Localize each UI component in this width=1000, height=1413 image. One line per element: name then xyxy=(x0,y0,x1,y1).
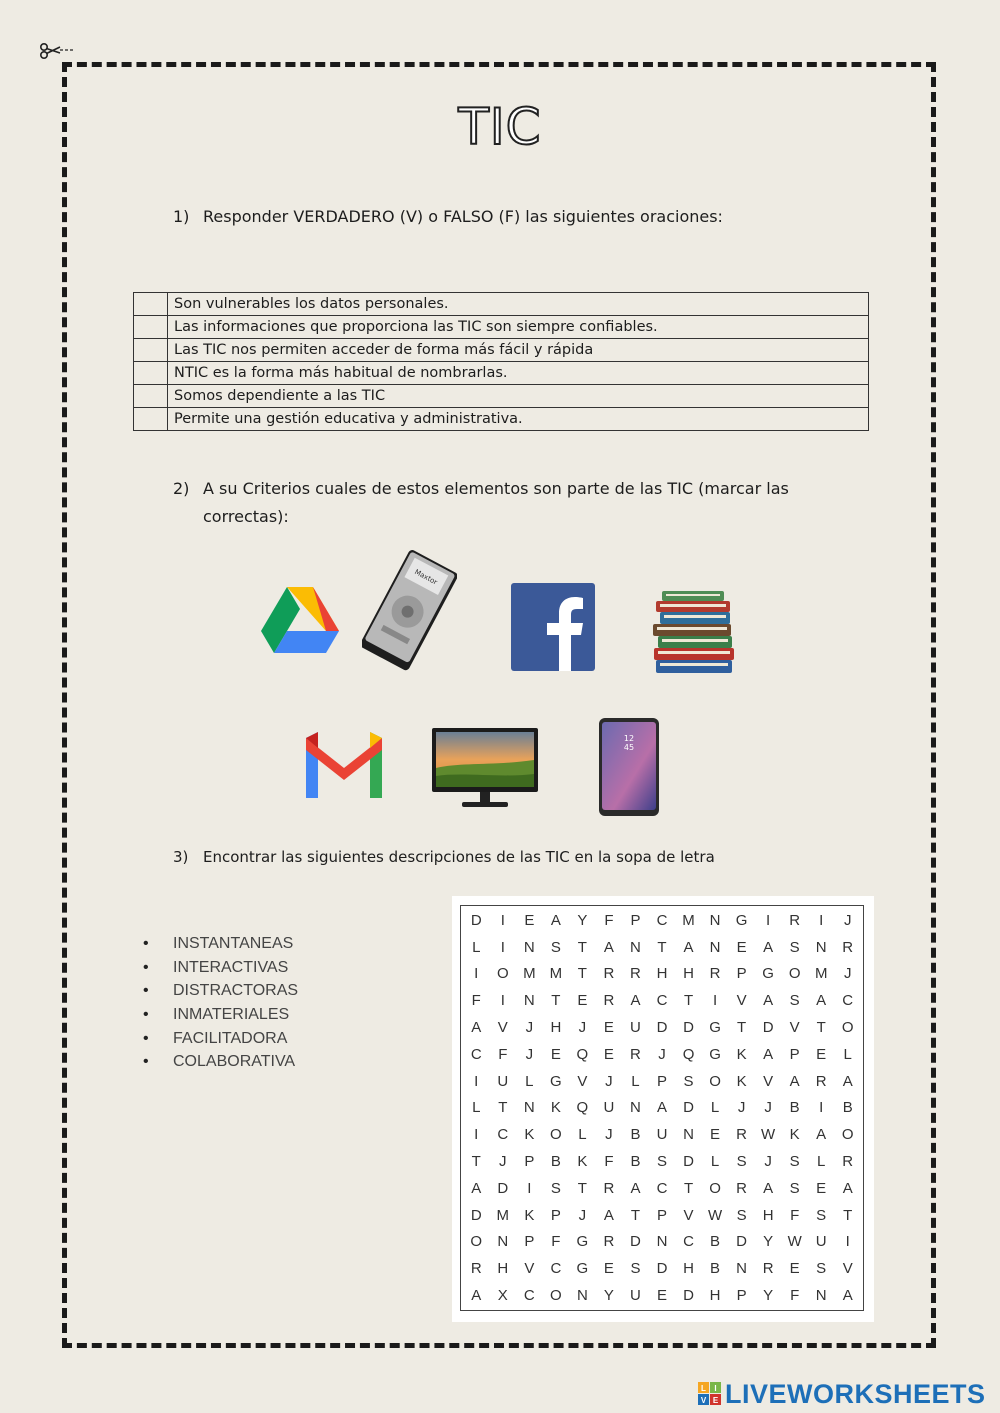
grid-letter[interactable]: T xyxy=(577,965,587,983)
grid-letter[interactable]: O xyxy=(709,1179,721,1197)
grid-letter[interactable]: M xyxy=(496,1206,510,1224)
gmail-icon[interactable] xyxy=(302,728,386,798)
grid-letter[interactable]: D xyxy=(470,911,482,929)
grid-letter[interactable]: T xyxy=(683,1179,694,1197)
grid-letter[interactable]: Q xyxy=(576,1099,589,1117)
grid-letter[interactable]: D xyxy=(470,1206,482,1224)
statement-text: Son vulnerables los datos personales. xyxy=(168,293,869,316)
grid-letter[interactable]: E xyxy=(603,1260,614,1278)
statement-text: Las TIC nos permiten acceder de forma más fácil y rápida xyxy=(168,339,869,362)
grid-letter[interactable]: L xyxy=(472,1099,481,1117)
liveworksheets-logo xyxy=(698,1376,986,1412)
badge-letter: I xyxy=(714,1384,717,1393)
page-title: TIC xyxy=(458,98,542,156)
grid-letter[interactable]: S xyxy=(789,992,800,1010)
grid-letter[interactable]: T xyxy=(737,1019,747,1037)
grid-letter[interactable]: J xyxy=(525,1019,534,1037)
grid-letter[interactable]: S xyxy=(789,938,800,956)
grid-letter[interactable]: R xyxy=(603,1179,615,1197)
grid-letter[interactable]: R xyxy=(470,1260,482,1278)
table-row xyxy=(134,385,869,408)
true-false-table xyxy=(133,292,869,431)
grid-letter[interactable]: K xyxy=(550,1099,561,1117)
grid-letter[interactable]: U xyxy=(497,1072,509,1090)
grid-letter[interactable]: N xyxy=(736,1260,748,1278)
grid-letter[interactable]: C xyxy=(656,992,668,1010)
grid-letter[interactable]: E xyxy=(816,1045,827,1063)
grid-letter[interactable]: A xyxy=(842,1287,853,1305)
grid-letter[interactable]: V xyxy=(842,1260,853,1278)
grid-letter[interactable]: B xyxy=(789,1099,800,1117)
grid-letter[interactable]: F xyxy=(604,911,614,929)
grid-letter[interactable]: D xyxy=(497,1179,509,1197)
grid-letter[interactable]: P xyxy=(524,1233,535,1251)
grid-letter[interactable]: S xyxy=(683,1072,694,1090)
grid-letter[interactable]: G xyxy=(576,1233,589,1251)
question-1-text: Responder VERDADERO (V) o FALSO (F) las siguientes oraciones: xyxy=(203,207,723,226)
grid-letter[interactable]: E xyxy=(524,911,535,929)
grid-letter[interactable]: N xyxy=(630,938,641,956)
grid-letter[interactable]: C xyxy=(656,1179,668,1197)
grid-letter[interactable]: N xyxy=(630,1099,641,1117)
word-list xyxy=(143,932,298,1074)
grid-letter[interactable]: E xyxy=(656,1287,667,1305)
grid-letter[interactable]: S xyxy=(736,1206,747,1224)
grid-letter[interactable]: G xyxy=(576,1260,589,1278)
statement-text: NTIC es la forma más habitual de nombrarlas. xyxy=(168,362,869,385)
badge-letter: V xyxy=(700,1396,707,1405)
grid-letter[interactable]: R xyxy=(815,1072,827,1090)
grid-letter[interactable]: O xyxy=(550,1287,562,1305)
grid-letter[interactable]: N xyxy=(709,938,721,956)
grid-letter[interactable]: P xyxy=(524,1153,535,1171)
list-item: • DISTRACTORAS xyxy=(143,979,298,1003)
grid-letter[interactable]: N xyxy=(815,938,827,956)
question-2-number: 2) xyxy=(173,479,190,498)
grid-letter[interactable]: O xyxy=(841,1126,854,1144)
grid-letter[interactable]: Y xyxy=(763,1233,774,1251)
question-1-number: 1) xyxy=(173,207,190,226)
grid-letter[interactable]: C xyxy=(523,1287,535,1305)
grid-letter[interactable]: N xyxy=(523,992,535,1010)
grid-letter[interactable]: J xyxy=(658,1045,666,1063)
list-item: • INSTANTANEAS xyxy=(143,932,298,956)
grid-letter[interactable]: A xyxy=(550,911,561,929)
table-row xyxy=(134,408,869,431)
grid-letter[interactable]: M xyxy=(682,911,695,929)
grid-letter[interactable]: J xyxy=(843,911,852,929)
grid-letter[interactable]: J xyxy=(843,965,852,983)
grid-letter[interactable]: P xyxy=(656,1072,667,1090)
grid-letter[interactable]: J xyxy=(578,1019,587,1037)
grid-letter[interactable]: D xyxy=(683,1287,694,1305)
grid-letter[interactable]: H xyxy=(656,965,668,983)
grid-letter[interactable]: U xyxy=(656,1126,668,1144)
grid-letter[interactable]: C xyxy=(497,1126,509,1144)
grid-letter[interactable]: V xyxy=(524,1260,535,1278)
grid-letter[interactable]: R xyxy=(603,1233,615,1251)
grid-letter[interactable]: C xyxy=(550,1260,562,1278)
grid-letter[interactable]: N xyxy=(683,1126,694,1144)
grid-letter[interactable]: H xyxy=(550,1019,562,1037)
answer-cell[interactable] xyxy=(134,339,168,362)
grid-letter[interactable]: D xyxy=(656,1260,668,1278)
grid-letter[interactable]: T xyxy=(683,992,694,1010)
google-drive-icon[interactable] xyxy=(260,585,340,655)
grid-letter[interactable]: T xyxy=(657,938,667,956)
liveworksheets-badge-icon xyxy=(698,1382,722,1406)
badge-letter: L xyxy=(701,1384,706,1393)
grid-letter[interactable]: I xyxy=(474,965,479,983)
grid-letter[interactable]: T xyxy=(630,1206,641,1224)
list-item: • COLABORATIVA xyxy=(143,1050,298,1074)
grid-letter[interactable]: P xyxy=(550,1206,561,1224)
grid-letter[interactable]: P xyxy=(736,965,747,983)
grid-letter[interactable]: D xyxy=(630,1233,641,1251)
grid-letter[interactable]: V xyxy=(683,1206,694,1224)
grid-letter[interactable]: A xyxy=(471,1179,482,1197)
books-icon[interactable] xyxy=(650,588,738,678)
list-item: • FACILITADORA xyxy=(143,1027,298,1051)
grid-letter[interactable]: A xyxy=(842,1179,853,1197)
grid-letter[interactable]: I xyxy=(474,1126,479,1144)
grid-letter[interactable]: D xyxy=(762,1019,774,1037)
grid-letter[interactable]: E xyxy=(710,1126,721,1144)
grid-letter[interactable]: I xyxy=(500,992,505,1010)
grid-letter[interactable]: K xyxy=(736,1045,747,1063)
grid-letter[interactable]: O xyxy=(496,965,509,983)
grid-letter[interactable]: R xyxy=(762,1260,774,1278)
grid-letter[interactable]: J xyxy=(578,1206,587,1224)
grid-letter[interactable]: I xyxy=(712,992,718,1010)
grid-letter[interactable]: A xyxy=(603,1206,614,1224)
grid-letter[interactable]: L xyxy=(578,1126,587,1144)
grid-letter[interactable]: B xyxy=(710,1260,721,1278)
grid-letter[interactable]: D xyxy=(683,1019,694,1037)
grid-letter[interactable]: B xyxy=(842,1099,853,1117)
grid-letter[interactable]: H xyxy=(762,1206,774,1224)
grid-letter[interactable]: S xyxy=(816,1206,827,1224)
grid-letter[interactable]: F xyxy=(790,1287,800,1305)
grid-letter[interactable]: F xyxy=(498,1045,508,1063)
question-2-text-line2: correctas): xyxy=(203,507,289,526)
svg-text:Maxtor: Maxtor xyxy=(413,567,439,587)
grid-letter[interactable]: E xyxy=(736,938,747,956)
grid-letter[interactable]: U xyxy=(603,1099,615,1117)
grid-letter[interactable]: J xyxy=(737,1099,746,1117)
svg-text:12: 12 xyxy=(623,734,635,743)
grid-letter[interactable]: A xyxy=(603,938,614,956)
grid-letter[interactable]: I xyxy=(845,1233,850,1251)
grid-letter[interactable]: R xyxy=(709,965,721,983)
grid-letter[interactable]: E xyxy=(816,1179,827,1197)
table-row xyxy=(134,316,869,339)
answer-cell[interactable] xyxy=(134,293,168,316)
grid-letter[interactable]: I xyxy=(500,938,505,956)
answer-cell[interactable] xyxy=(134,385,168,408)
grid-letter[interactable]: H xyxy=(709,1287,721,1305)
grid-letter[interactable]: N xyxy=(497,1233,509,1251)
grid-letter[interactable]: T xyxy=(843,1206,853,1224)
grid-letter[interactable]: D xyxy=(736,1233,748,1251)
grid-letter[interactable]: D xyxy=(683,1099,694,1117)
grid-letter[interactable]: A xyxy=(630,1179,641,1197)
grid-letter[interactable]: E xyxy=(550,1045,561,1063)
grid-letter[interactable]: S xyxy=(789,1153,800,1171)
grid-letter[interactable]: W xyxy=(761,1126,776,1144)
grid-letter[interactable]: V xyxy=(736,992,747,1010)
grid-letter[interactable]: R xyxy=(630,1045,641,1063)
monitor-icon[interactable] xyxy=(432,728,538,810)
grid-letter[interactable]: B xyxy=(550,1153,561,1171)
grid-letter[interactable]: M xyxy=(549,965,563,983)
grid-letter[interactable]: O xyxy=(841,1019,854,1037)
grid-letter[interactable]: S xyxy=(736,1153,747,1171)
grid-letter[interactable]: A xyxy=(763,992,774,1010)
grid-letter[interactable]: J xyxy=(499,1153,507,1171)
grid-letter[interactable]: N xyxy=(523,1099,535,1117)
grid-letter[interactable]: H xyxy=(683,965,694,983)
grid-letter[interactable]: P xyxy=(656,1206,667,1224)
statement-text: Las informaciones que proporciona las TIC son siempre confiables. xyxy=(168,316,869,339)
answer-cell[interactable] xyxy=(134,316,168,339)
grid-letter[interactable]: H xyxy=(683,1260,694,1278)
grid-letter[interactable]: R xyxy=(789,911,801,929)
grid-letter[interactable]: Y xyxy=(577,911,588,929)
grid-letter[interactable]: C xyxy=(683,1233,694,1251)
grid-letter[interactable]: I xyxy=(819,911,824,929)
statement-text: Permite una gestión educativa y administrativa. xyxy=(168,408,869,431)
grid-letter[interactable]: W xyxy=(707,1206,723,1224)
svg-text:45: 45 xyxy=(623,743,635,752)
grid-letter[interactable]: L xyxy=(472,938,481,956)
grid-letter[interactable]: R xyxy=(736,1179,748,1197)
grid-letter[interactable]: A xyxy=(816,992,827,1010)
list-item: • INTERACTIVAS xyxy=(143,956,298,980)
question-2 xyxy=(173,475,823,531)
question-3 xyxy=(173,843,715,871)
table-row xyxy=(134,362,869,385)
grid-letter[interactable]: M xyxy=(814,965,828,983)
grid-letter[interactable]: L xyxy=(817,1153,826,1171)
grid-letter[interactable]: R xyxy=(842,938,854,956)
grid-letter[interactable]: K xyxy=(736,1072,747,1090)
grid-letter[interactable]: O xyxy=(788,965,801,983)
question-3-number: 3) xyxy=(173,848,189,866)
grid-letter[interactable]: A xyxy=(471,1287,482,1305)
grid-letter[interactable]: F xyxy=(604,1153,614,1171)
grid-letter[interactable]: C xyxy=(842,992,854,1010)
answer-cell[interactable] xyxy=(134,408,168,431)
grid-letter[interactable]: H xyxy=(497,1260,509,1278)
grid-letter[interactable]: A xyxy=(842,1072,853,1090)
grid-letter[interactable]: K xyxy=(577,1153,588,1171)
grid-letter[interactable]: T xyxy=(471,1153,481,1171)
answer-cell[interactable] xyxy=(134,362,168,385)
grid-letter[interactable]: L xyxy=(525,1072,534,1090)
grid-letter[interactable]: G xyxy=(709,1045,721,1063)
grid-letter[interactable]: L xyxy=(710,1153,720,1171)
grid-letter[interactable]: N xyxy=(576,1287,588,1305)
grid-letter[interactable]: U xyxy=(815,1233,827,1251)
grid-letter[interactable]: B xyxy=(630,1126,641,1144)
grid-letter[interactable]: L xyxy=(843,1045,852,1063)
grid-letter[interactable]: I xyxy=(474,1072,479,1090)
grid-letter[interactable]: T xyxy=(577,938,587,956)
table-row xyxy=(134,293,869,316)
grid-letter[interactable]: O xyxy=(470,1233,483,1251)
grid-letter[interactable]: T xyxy=(816,1019,826,1037)
grid-letter[interactable]: K xyxy=(524,1206,535,1224)
grid-letter[interactable]: S xyxy=(816,1260,827,1278)
grid-letter[interactable]: I xyxy=(500,911,505,929)
grid-letter[interactable]: A xyxy=(656,1099,667,1117)
grid-letter[interactable]: V xyxy=(497,1019,508,1037)
grid-letter[interactable]: A xyxy=(816,1126,827,1144)
grid-letter[interactable]: F xyxy=(551,1233,561,1251)
question-1 xyxy=(173,203,723,231)
table-row xyxy=(134,339,869,362)
question-3-text: Encontrar las siguientes descripciones de las TIC en la sopa de letra xyxy=(203,848,715,866)
grid-letter[interactable]: I xyxy=(766,911,771,929)
grid-letter[interactable]: N xyxy=(815,1287,827,1305)
grid-letter[interactable]: I xyxy=(527,1179,532,1197)
grid-letter[interactable]: N xyxy=(709,911,721,929)
badge-letter: E xyxy=(712,1396,719,1405)
grid-letter[interactable]: G xyxy=(709,1019,721,1037)
grid-letter[interactable]: F xyxy=(471,992,481,1010)
grid-letter[interactable]: J xyxy=(525,1045,534,1063)
grid-letter[interactable]: W xyxy=(787,1233,802,1251)
scissors-icon xyxy=(38,38,74,62)
grid-letter[interactable]: B xyxy=(710,1233,721,1251)
grid-letter[interactable]: G xyxy=(762,965,774,983)
grid-letter[interactable]: N xyxy=(523,938,535,956)
grid-letter[interactable]: S xyxy=(630,1260,641,1278)
grid-letter[interactable]: R xyxy=(603,992,615,1010)
grid-letter[interactable]: R xyxy=(736,1126,748,1144)
grid-letter[interactable]: J xyxy=(764,1153,772,1171)
grid-letter[interactable]: A xyxy=(763,1045,774,1063)
grid-letter[interactable]: D xyxy=(683,1153,694,1171)
grid-letter[interactable]: P xyxy=(789,1045,800,1063)
grid-letter[interactable]: M xyxy=(523,965,536,983)
grid-letter[interactable]: O xyxy=(550,1126,562,1144)
grid-letter[interactable]: A xyxy=(763,938,774,956)
grid-letter[interactable]: L xyxy=(631,1072,640,1090)
question-2-text-line1: A su Criterios cuales de estos elementos son parte de las TIC (marcar las xyxy=(203,479,789,498)
grid-letter[interactable]: U xyxy=(630,1019,641,1037)
grid-letter[interactable]: U xyxy=(630,1287,641,1305)
hard-disk-icon[interactable] xyxy=(362,547,457,672)
grid-letter[interactable]: E xyxy=(789,1260,800,1278)
grid-letter[interactable]: E xyxy=(603,1045,614,1063)
grid-letter[interactable]: S xyxy=(550,1179,561,1197)
grid-letter[interactable]: K xyxy=(524,1126,535,1144)
grid-letter[interactable]: V xyxy=(763,1072,774,1090)
grid-letter[interactable]: T xyxy=(577,1179,587,1197)
grid-letter[interactable]: Q xyxy=(576,1045,589,1063)
grid-letter[interactable]: J xyxy=(605,1072,613,1090)
grid-letter[interactable]: T xyxy=(551,992,561,1010)
grid-letter[interactable]: A xyxy=(789,1072,800,1090)
grid-letter[interactable]: Y xyxy=(603,1287,614,1305)
grid-letter[interactable]: C xyxy=(470,1045,482,1063)
grid-letter[interactable]: S xyxy=(656,1153,667,1171)
grid-letter[interactable]: R xyxy=(842,1153,854,1171)
word-search-grid[interactable] xyxy=(460,905,864,1311)
facebook-icon[interactable] xyxy=(511,583,595,671)
grid-letter[interactable]: K xyxy=(789,1126,800,1144)
grid-letter[interactable]: R xyxy=(630,965,641,983)
list-item: • INMATERIALES xyxy=(143,1003,298,1027)
grid-letter[interactable]: A xyxy=(763,1179,774,1197)
grid-letter[interactable]: B xyxy=(630,1153,641,1171)
grid-letter[interactable]: N xyxy=(656,1233,668,1251)
grid-letter[interactable]: I xyxy=(819,1099,824,1117)
grid-letter[interactable]: T xyxy=(498,1099,508,1117)
statement-text: Somos dependiente a las TIC xyxy=(168,385,869,408)
grid-letter[interactable]: J xyxy=(764,1099,772,1117)
grid-letter[interactable]: G xyxy=(550,1072,562,1090)
grid-letter[interactable]: G xyxy=(735,911,748,929)
grid-letter[interactable]: X xyxy=(497,1287,508,1305)
grid-letter[interactable]: Q xyxy=(682,1045,695,1063)
brand-text: LIVEWORKSHEETS xyxy=(725,1378,986,1409)
grid-letter[interactable]: P xyxy=(736,1287,747,1305)
grid-letter[interactable]: V xyxy=(789,1019,800,1037)
grid-letter[interactable]: E xyxy=(577,992,588,1010)
grid-letter[interactable]: R xyxy=(603,965,615,983)
grid-letter[interactable]: S xyxy=(550,938,561,956)
grid-letter[interactable]: C xyxy=(656,911,668,929)
grid-letter[interactable]: F xyxy=(790,1206,800,1224)
grid-letter[interactable]: P xyxy=(630,911,641,929)
grid-letter[interactable]: L xyxy=(710,1099,720,1117)
grid-letter[interactable]: J xyxy=(605,1126,613,1144)
grid-letter[interactable]: V xyxy=(577,1072,588,1090)
grid-letter[interactable]: S xyxy=(789,1179,800,1197)
grid-letter[interactable]: A xyxy=(630,992,641,1010)
grid-letter[interactable]: E xyxy=(603,1019,614,1037)
grid-letter[interactable]: Y xyxy=(763,1287,774,1305)
grid-letter[interactable]: D xyxy=(656,1019,668,1037)
smartphone-icon[interactable] xyxy=(598,717,660,817)
grid-letter[interactable]: A xyxy=(683,938,694,956)
grid-letter[interactable]: A xyxy=(471,1019,482,1037)
grid-letter[interactable]: O xyxy=(709,1072,721,1090)
